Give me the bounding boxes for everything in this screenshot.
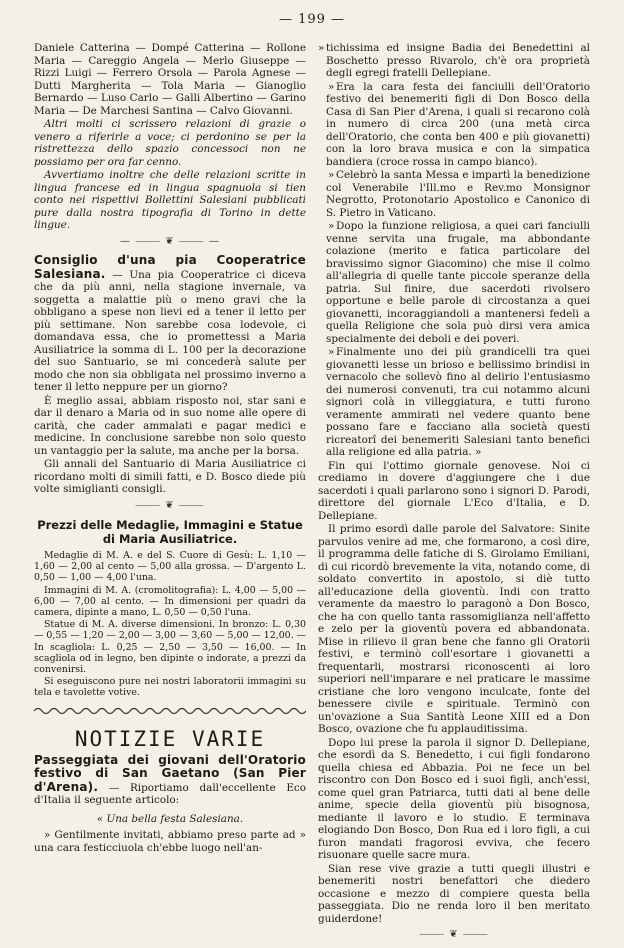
consiglio-heading: Consiglio d'una pia Cooperatrice Salesiana.: [34, 253, 306, 281]
comment-par-4: Sian rese vive grazie a tutti quegli illustri e benemeriti nostri benefattori che diedero occasione e mezzo di compiere questa bella passeggiata. Dio ne renda loro il ben meritato guiderdone!: [318, 862, 590, 925]
end-ornament: ⸻ ❦ ⸻: [419, 929, 489, 940]
quote-par-3: » Celebrò la santa Messa e impartì la benedizione col Venerabile l'Ill.mo e Rev.mo Monsignor Negrotto, Protonotario Apostolico e Canonico di S. Pietro in Vaticano.: [318, 169, 590, 219]
separator-ornament-2: ⸻ ❦ ⸻: [135, 499, 205, 511]
quote-par-2: » Era la cara festa dei fanciulli dell'Oratorio festivo dei benemeriti figli di Don Bosco della Casa di San Pier d'Arena, i quali si recarono colà in numero di circa 200 (una metà circa dell'Oratorio, che conta ben 400 e più giovanetti) con la loro brava musica e con la simpatica bandiera (croce rossa in campo bianco).: [318, 81, 590, 169]
prezzi-laboratorii: Si eseguiscono pure nei nostri laboratorii immagini su tela e tavolette votive.: [34, 676, 306, 699]
passeggiata-heading: Passeggiata dei giovani dell'Oratorio festivo di San Gaetano (San Pier d'Arena).: [34, 752, 306, 794]
note-grazie: Altri molti ci scrissero relazioni di grazie o venero a riferirle a voce; ci perdonino se per la ristrettezza dello spazio concessoci non ne possiamo per ora far cenno.: [34, 118, 306, 168]
consiglio-text-3: Gli annali del Santuario di Maria Ausiliatrice ci ricordano molti di simili fatti, e D. Bosco diede più volte simiglianti consigli.: [34, 458, 306, 495]
page-number: — 199 —: [278, 12, 346, 27]
notizie-varie-heading: NOTIZIE VARIE: [74, 727, 266, 752]
consiglio-paragraph: [34, 254, 306, 394]
prezzi-medaglie: Medaglie di M. A. e del S. Cuore di Gesù: L. 1,10 — 1,60 — 2,00 al cento — 5,00 alla grossa. — D'argento L. 0,50 — 1,00 — 4,00 l'una.: [34, 550, 306, 584]
prezzi-title: Prezzi delle Medaglie, Immagini e Statue di Maria Ausiliatrice.: [37, 518, 303, 546]
prezzi-statue: Statue di M. A. diverse dimensioni. In bronzo: L. 0,30 — 0,55 — 1,20 — 2,00 — 3,00 — 3,60 — 5,00 — 12,00. — In scagliola: L. 0,25 — 2,50 — 3,50 — 16,00. — In scagliola od in legno, ben dipinte o indorate, a prezzi da convenirsi.: [34, 619, 306, 676]
comment-par-1: Fin qui l'ottimo giornale genovese. Noi ci crediamo in dovere d'aggiungere che i due sacerdoti i quali parlarono sono i signori D. Parodi, direttore del giornale L'Eco d'Italia, e D. Dellepiane.: [318, 459, 590, 522]
note-lingue: Avvertiamo inoltre che delle relazioni scritte in lingua francese ed in lingua spagnuola si tien conto nei rispettivi Bollettini Salesiani pubblicati pure dalla nostra tipografia di Torino in dette lingue.: [34, 169, 306, 231]
comment-par-3: Dopo lui prese la parola il signor D. Dellepiane, che esordì da S. Benedetto, i cui figli fondarono quella chiesa ed Abbazia. Poi ne fece un bel riscontro con Don Bosco ed i suoi figli, anch'essi, come quel gran Patriarca, tutti dati al bene delle anime, specie della gioventù più bisognosa, mediante il lavoro e lo studio. E terminava elogiando Don Bosco, Don Rua ed i loro figli, a cui furon mandati fragorosi evviva, che fecero risuonare quelle sacre mura.: [318, 736, 590, 861]
separator-ornament: — ⸻ ❦ ⸻ —: [120, 235, 220, 247]
wave-divider: [34, 706, 306, 716]
consiglio-text: — Una pia Cooperatrice ci diceva che da più anni, nella stagione invernale, va soggetta a malattie più o meno gravi che la obbligano a spese non lievi ed a tener il letto per più settimane. Non sarebbe cosa lodevole, ci domandava essa, che io promettessi a Maria Ausiliatrice la somma di L. 100 per la decorazione del suo Santuario, se mi concederà salute per modo che non sia obbligata nel prossimo inverno a tener il letto neppure per un giorno?: [34, 268, 306, 393]
names-list: Daniele Catterina — Dompé Catterina — Rollone Maria — Careggio Angela — Merlo Giuseppe — Rizzi Luigi — Ferrero Orsola — Parola Agnese — Dutti Margherita — Tola Maria — Gianoglio Bernardo — Luso Carlo — Galli Albertino — Garino Maria — De Marchesi Santina — Calvo Giovanni.: [34, 42, 306, 117]
consiglio-text-2: È meglio assai, abbiam risposto noi, star sani e dar il denaro a Maria od in suo nome alle opere di carità, che cader ammalati e pagar medici e medicine. In conclusione sarebbe non solo questo un vantaggio per la salute, ma anche per la borsa.: [34, 394, 306, 457]
quote-title: « Una bella festa Salesiana.: [96, 812, 244, 825]
prezzi-immagini: Immagini di M. A. (cromolitografia): L. 4,00 — 5,00 — 6,00 — 7,00 al cento. — In dimensioni per quadri da camera, dipinte a mano, L. 0,50 — 0,50 l'una.: [34, 584, 306, 619]
quote-start: » Gentilmente invitati, abbiamo preso parte ad » una cara festicciuola ch'ebbe luogo nell'an-: [34, 829, 306, 854]
passeggiata-text: — Riportiamo dall'eccellente Eco d'Italia il seguente articolo:: [34, 781, 306, 807]
passeggiata-paragraph: [34, 754, 306, 807]
right-column: [318, 42, 590, 948]
quote-par-4: » Dopo la funzione religiosa, a quei cari fanciulli venne servita una frugale, ma abbondante colazione (merito e fatica particolare del bravissimo signor Giacomino) che mise il colmo all'allegria di quelle tante piccole speranze della patria. Sul finire, due sacerdoti rivolsero opportune e belle parole di circostanza a quei giovanetti, incoraggiandoli a mantenersi fedeli a quella Religione che sola può dirsi vera amica specialmente dei deboli e dei poveri.: [318, 220, 590, 345]
comment-par-2: Il primo esordì dalle parole del Salvatore: Sinite parvulos venire ad me, che formarono, a così dire, il programma delle fatiche di S. Girolamo Emiliani, di cui ricordò brevemente la vita, notando come, di soldato convertito in apostolo, si diè tutto all'educazione della gioventù. Indi con tratto veramente da maestro lo paragonò a Don Bosco, che ha con quello tanta rassomiglianza nell'affetto e zelo per la gioventù povera ed abbandonata. Mise in rilievo il gran bene che fanno gli Oratorii festivi, e terminò coll'esortare i giovanetti a frequentarli, mostrarsi riconoscenti ai loro superiori nell'imparare e nel praticare le massime cristiane che loro vengono inculcate, fonte del benessere civile e spirituale. Terminò con un'ovazione a Sua Santità Leone XIII ed a Don Bosco, ovazione che fu applauditissima.: [318, 523, 590, 735]
quote-par-1: » tichissima ed insigne Badia dei Benedettini al Boschetto presso Rivarolo, ch'è ora proprietà degli egregi fratelli Dellepiane.: [318, 42, 590, 80]
left-column: [34, 42, 306, 855]
quote-par-5: » Finalmente uno dei più grandicelli tra quei giovanetti lesse un brioso e bellissimo brindisi in vernacolo che sollevò fino al delirio l'entusiasmo dei numerosi convenuti, tra cui notammo alcuni signori colà in villeggiatura, e tutti furono veramente ammirati nel vedere quanto bene possano fare e facciano alla società questi ricreatorî dei benemeriti Salesiani tanto benefici alla religione ed alla patria. »: [318, 346, 590, 459]
